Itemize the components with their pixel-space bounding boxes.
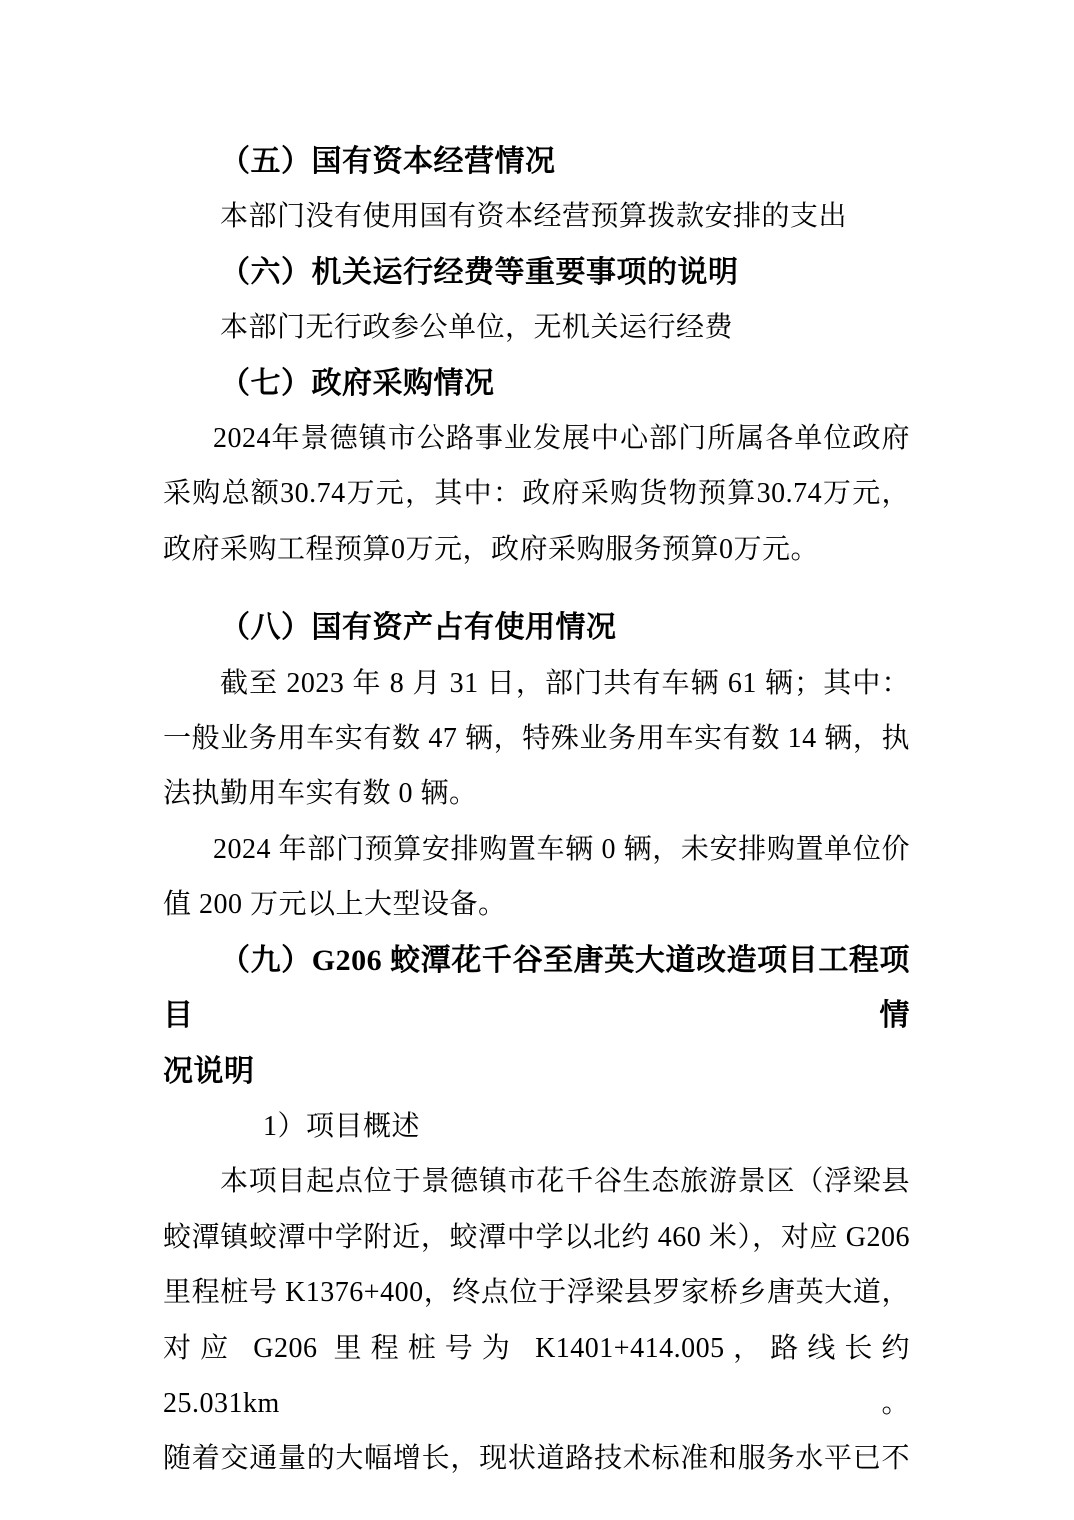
section-7-heading: （七）政府采购情况	[220, 366, 495, 400]
section-7-paragraph-line-1: 2024年景德镇市公路事业发展中心部门所属各单位政府	[213, 423, 910, 455]
section-8-heading: （八）国有资产占有使用情况	[220, 611, 617, 645]
section-8-paragraph-1-line-3: 法执勤用车实有数 0 辆。	[163, 778, 478, 810]
section-8-paragraph-2-line-2: 值 200 万元以上大型设备。	[163, 889, 507, 921]
section-9-paragraph-line-2: 蛟潭镇蛟潭中学附近，蛟潭中学以北约 460 米），对应 G206	[163, 1221, 910, 1253]
section-5-heading: （五）国有资本经营情况	[220, 145, 556, 178]
section-9-paragraph-line-5: 随着交通量的大幅增长，现状道路技术标准和服务水平已不	[163, 1443, 910, 1475]
section-9-paragraph-line-4: 对应 G206 里程桩号为 K1401+414.005，路线长约 25.031km。	[163, 1332, 910, 1419]
document-content	[163, 134, 910, 1487]
section-8-paragraph-1-line-1: 截至 2023 年 8 月 31 日，部门共有车辆 61 辆；其中：	[220, 667, 910, 699]
section-9-heading-line-1: （九）G206 蛟潭花千谷至唐英大道改造项目工程项目情	[163, 943, 910, 1033]
section-8-paragraph-1-line-2: 一般业务用车实有数 47 辆，特殊业务用车实有数 14 辆，执	[163, 723, 910, 755]
section-9-heading-line-2: 况说明	[163, 1054, 255, 1088]
section-9-paragraph-line-1: 本项目起点位于景德镇市花千谷生态旅游景区（浮梁县	[220, 1166, 910, 1198]
section-8-paragraph-2-line-1: 2024 年部门预算安排购置车辆 0 辆，未安排购置单位价	[213, 833, 910, 865]
section-9-subheading-overview: 1）项目概述	[263, 1110, 421, 1142]
section-6-paragraph: 本部门无行政参公单位，无机关运行经费	[220, 312, 734, 344]
section-6-heading: （六）机关运行经费等重要事项的说明	[220, 255, 739, 289]
section-9-paragraph-line-3: 里程桩号 K1376+400，终点位于浮梁县罗家桥乡唐英大道，	[163, 1277, 910, 1309]
section-7-paragraph-line-2: 采购总额30.74万元，其中：政府采购货物预算30.74万元，	[163, 478, 910, 510]
section-7-paragraph-line-3: 政府采购工程预算0万元，政府采购服务预算0万元。	[163, 533, 820, 565]
section-5-paragraph: 本部门没有使用国有资本经营预算拨款安排的支出	[220, 201, 848, 233]
